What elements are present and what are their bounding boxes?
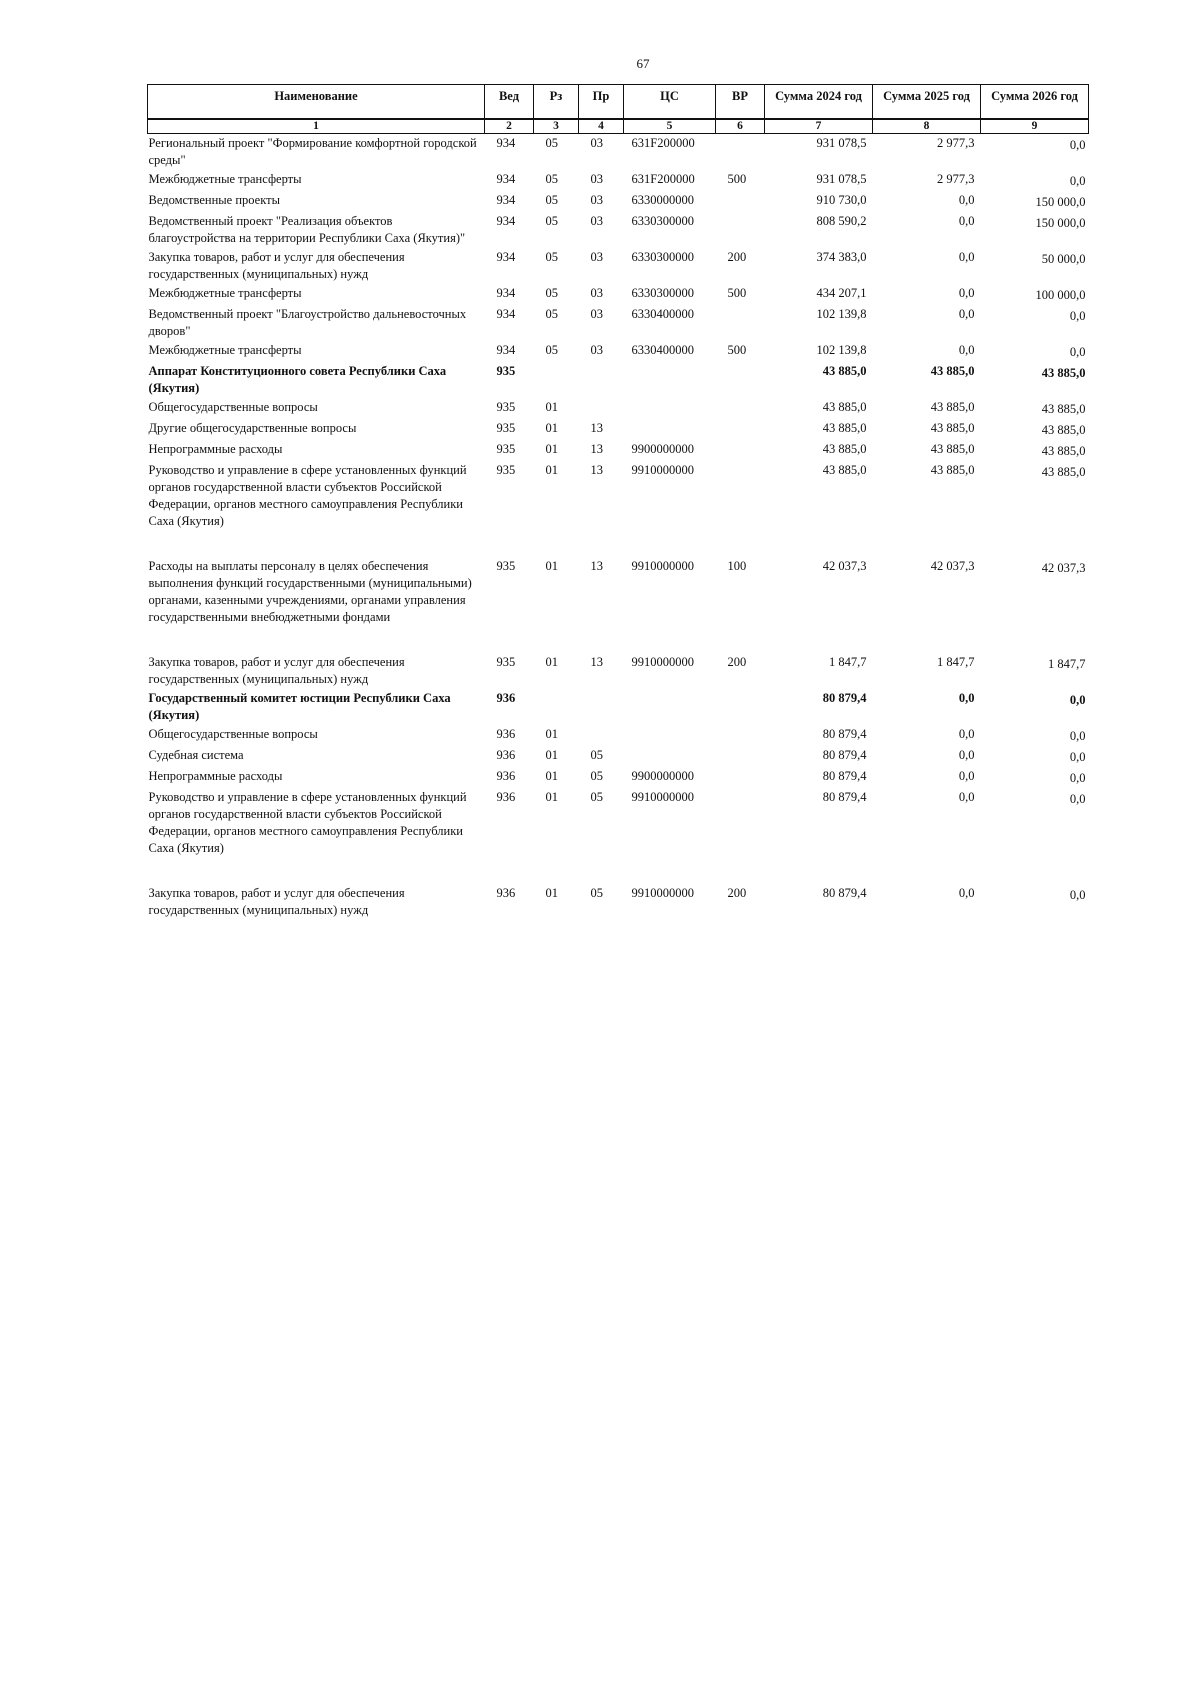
cell-cs: 9900000000 [631, 442, 694, 456]
header-cs: ЦС [624, 85, 716, 120]
column-number: 6 [716, 119, 765, 134]
cell-vr [716, 362, 765, 398]
cell-cs: 631F200000 [631, 172, 695, 186]
cell-vr [716, 440, 765, 461]
table-header [148, 85, 1089, 134]
cell-cs: 6330300000 [631, 286, 694, 300]
cell-sum-2025: 0,0 [958, 790, 975, 804]
cell-sum-2025: 43 885,0 [930, 364, 975, 378]
table-row [148, 653, 1089, 689]
cell-rz: 01 [545, 442, 558, 456]
cell-sum-2024: 43 885,0 [822, 463, 867, 477]
budget-table [147, 84, 1089, 920]
table-row [148, 284, 1089, 305]
cell-sum-2024: 80 879,4 [822, 748, 867, 762]
cell-pr [579, 689, 624, 725]
cell-cs [624, 689, 716, 725]
cell-rz: 01 [545, 421, 558, 435]
cell-cs: 6330000000 [631, 193, 694, 207]
cell-cs: 9910000000 [631, 886, 694, 900]
cell-rz: 01 [545, 769, 558, 783]
cell-sum-2025: 0,0 [958, 307, 975, 321]
cell-sum-2026: 100 000,0 [1035, 288, 1086, 302]
cell-vr: 500 [727, 343, 747, 357]
table-row [148, 689, 1089, 725]
table-row [148, 398, 1089, 419]
cell-cs: 6330400000 [631, 343, 694, 357]
cell-vr [716, 134, 765, 171]
cell-name: Межбюджетные трансферты [148, 172, 302, 186]
cell-sum-2025: 0,0 [958, 748, 975, 762]
cell-sum-2025: 0,0 [958, 727, 975, 741]
table-row [148, 191, 1089, 212]
cell-name: Руководство и управление в сфере установленных функций органов государственной власти субъектов Российской Федерации, органов местного самоуправления Республики Саха (Якутия) [148, 463, 467, 528]
cell-pr [579, 398, 624, 419]
cell-ved: 935 [496, 421, 516, 435]
cell-sum-2024: 80 879,4 [822, 790, 867, 804]
cell-sum-2024: 43 885,0 [822, 421, 867, 435]
cell-ved: 935 [496, 442, 516, 456]
cell-cs: 631F200000 [631, 136, 695, 150]
cell-sum-2025: 0,0 [958, 691, 975, 705]
table-row [148, 461, 1089, 557]
cell-pr: 13 [590, 655, 603, 669]
cell-rz: 01 [545, 559, 558, 573]
header-vr: ВР [716, 85, 765, 120]
cell-name: Государственный комитет юстиции Республики Саха (Якутия) [148, 691, 451, 722]
cell-cs: 9910000000 [631, 655, 694, 669]
cell-cs: 6330400000 [631, 307, 694, 321]
cell-sum-2026: 0,0 [1069, 771, 1086, 785]
cell-sum-2024: 80 879,4 [822, 691, 867, 705]
column-number: 8 [873, 119, 981, 134]
cell-ved: 935 [496, 463, 516, 477]
cell-vr [716, 725, 765, 746]
cell-vr [716, 191, 765, 212]
cell-sum-2026: 43 885,0 [1041, 366, 1086, 380]
cell-sum-2024: 102 139,8 [816, 307, 867, 321]
cell-pr: 03 [590, 172, 603, 186]
cell-ved: 934 [496, 250, 516, 264]
cell-sum-2026: 150 000,0 [1035, 195, 1086, 209]
cell-sum-2025: 2 977,3 [937, 136, 975, 150]
table-row [148, 362, 1089, 398]
table-row [148, 767, 1089, 788]
cell-cs: 9900000000 [631, 769, 694, 783]
cell-pr: 13 [590, 463, 603, 477]
cell-cs [624, 419, 716, 440]
column-number-row [148, 119, 1089, 134]
cell-sum-2026: 0,0 [1069, 792, 1086, 806]
table-row [148, 419, 1089, 440]
cell-name: Общегосударственные вопросы [148, 400, 318, 414]
cell-ved: 935 [496, 364, 516, 378]
cell-pr: 03 [590, 343, 603, 357]
cell-rz: 01 [545, 727, 558, 741]
cell-ved: 935 [496, 559, 516, 573]
table-row [148, 884, 1089, 920]
cell-sum-2026: 43 885,0 [1041, 423, 1086, 437]
cell-pr: 03 [590, 214, 603, 228]
cell-pr: 03 [590, 286, 603, 300]
cell-sum-2025: 43 885,0 [930, 421, 975, 435]
cell-sum-2024: 931 078,5 [816, 136, 867, 150]
page-number: 67 [636, 56, 650, 71]
cell-rz: 05 [545, 172, 558, 186]
cell-cs [624, 746, 716, 767]
cell-rz [534, 689, 579, 725]
cell-name: Другие общегосударственные вопросы [148, 421, 357, 435]
cell-vr [716, 689, 765, 725]
cell-vr: 500 [727, 286, 747, 300]
cell-sum-2024: 374 383,0 [816, 250, 867, 264]
cell-sum-2025: 42 037,3 [930, 559, 975, 573]
cell-vr: 100 [727, 559, 747, 573]
cell-sum-2024: 80 879,4 [822, 769, 867, 783]
column-number: 2 [485, 119, 534, 134]
cell-sum-2025: 0,0 [958, 769, 975, 783]
cell-name: Руководство и управление в сфере установленных функций органов государственной власти субъектов Российской Федерации, органов местного самоуправления Республики Саха (Якутия) [148, 790, 467, 855]
cell-pr: 03 [590, 250, 603, 264]
table-row [148, 788, 1089, 884]
cell-name: Судебная система [148, 748, 244, 762]
cell-rz: 01 [545, 886, 558, 900]
cell-sum-2024: 434 207,1 [816, 286, 867, 300]
cell-ved: 934 [496, 136, 516, 150]
cell-cs [624, 362, 716, 398]
cell-pr: 05 [590, 748, 603, 762]
cell-ved: 936 [496, 769, 516, 783]
table-row [148, 440, 1089, 461]
header-sum-2025: Сумма 2025 год [873, 85, 981, 120]
header-pr: Пр [579, 85, 624, 120]
cell-vr: 200 [727, 250, 747, 264]
cell-ved: 935 [496, 400, 516, 414]
cell-cs [624, 725, 716, 746]
cell-name: Закупка товаров, работ и услуг для обеспечения государственных (муниципальных) нужд [148, 250, 405, 281]
cell-vr [716, 212, 765, 248]
table-row [148, 341, 1089, 362]
cell-pr: 13 [590, 559, 603, 573]
cell-ved: 936 [496, 790, 516, 804]
cell-vr: 500 [727, 172, 747, 186]
cell-rz: 05 [545, 250, 558, 264]
header-rz: Рз [534, 85, 579, 120]
cell-rz: 05 [545, 307, 558, 321]
cell-sum-2024: 910 730,0 [816, 193, 867, 207]
cell-ved: 934 [496, 172, 516, 186]
cell-sum-2026: 0,0 [1069, 888, 1086, 902]
cell-name: Непрограммные расходы [148, 769, 283, 783]
table-row [148, 248, 1089, 284]
cell-vr: 200 [727, 655, 747, 669]
cell-ved: 934 [496, 193, 516, 207]
cell-sum-2026: 50 000,0 [1041, 252, 1086, 266]
cell-pr: 03 [590, 307, 603, 321]
cell-ved: 936 [496, 691, 516, 705]
cell-name: Межбюджетные трансферты [148, 343, 302, 357]
cell-sum-2024: 43 885,0 [822, 364, 867, 378]
column-number: 3 [534, 119, 579, 134]
header-row [148, 85, 1089, 120]
cell-pr [579, 725, 624, 746]
cell-vr [716, 398, 765, 419]
cell-pr [579, 362, 624, 398]
cell-vr [716, 419, 765, 440]
header-sum-2024: Сумма 2024 год [765, 85, 873, 120]
table-row [148, 170, 1089, 191]
cell-sum-2026: 1 847,7 [1048, 657, 1086, 671]
cell-cs: 6330300000 [631, 214, 694, 228]
cell-sum-2026: 42 037,3 [1041, 561, 1086, 575]
table-body [148, 134, 1089, 921]
cell-sum-2024: 931 078,5 [816, 172, 867, 186]
cell-cs: 9910000000 [631, 559, 694, 573]
cell-ved: 934 [496, 343, 516, 357]
cell-name: Общегосударственные вопросы [148, 727, 318, 741]
cell-sum-2025: 0,0 [958, 886, 975, 900]
cell-name: Межбюджетные трансферты [148, 286, 302, 300]
cell-sum-2026: 0,0 [1069, 138, 1086, 152]
cell-rz: 05 [545, 286, 558, 300]
cell-sum-2026: 43 885,0 [1041, 402, 1086, 416]
cell-rz [534, 362, 579, 398]
cell-pr: 05 [590, 790, 603, 804]
cell-sum-2024: 808 590,2 [816, 214, 867, 228]
cell-sum-2026: 0,0 [1069, 750, 1086, 764]
cell-sum-2026: 0,0 [1069, 729, 1086, 743]
table-row [148, 134, 1089, 171]
cell-sum-2026: 0,0 [1069, 345, 1086, 359]
cell-name: Расходы на выплаты персоналу в целях обеспечения выполнения функций государственными (муниципальными) органами, казенными учреждениями, органами управления государственными внебюджетными фондами [148, 559, 472, 624]
cell-sum-2025: 0,0 [958, 250, 975, 264]
cell-cs [624, 398, 716, 419]
cell-name: Ведомственные проекты [148, 193, 281, 207]
cell-vr [716, 305, 765, 341]
cell-sum-2024: 43 885,0 [822, 442, 867, 456]
cell-rz: 05 [545, 136, 558, 150]
cell-ved: 936 [496, 748, 516, 762]
cell-pr: 05 [590, 769, 603, 783]
cell-sum-2025: 0,0 [958, 214, 975, 228]
table-row [148, 212, 1089, 248]
cell-sum-2024: 42 037,3 [822, 559, 867, 573]
cell-rz: 05 [545, 193, 558, 207]
cell-name: Закупка товаров, работ и услуг для обеспечения государственных (муниципальных) нужд [148, 655, 405, 686]
cell-rz: 05 [545, 214, 558, 228]
column-number: 1 [148, 119, 485, 134]
cell-sum-2024: 1 847,7 [829, 655, 867, 669]
cell-rz: 05 [545, 343, 558, 357]
cell-sum-2025: 43 885,0 [930, 463, 975, 477]
cell-name: Закупка товаров, работ и услуг для обеспечения государственных (муниципальных) нужд [148, 886, 405, 917]
cell-pr: 13 [590, 442, 603, 456]
cell-sum-2024: 80 879,4 [822, 727, 867, 741]
cell-rz: 01 [545, 790, 558, 804]
cell-pr: 05 [590, 886, 603, 900]
cell-sum-2025: 43 885,0 [930, 442, 975, 456]
cell-sum-2026: 0,0 [1069, 174, 1086, 188]
cell-cs: 9910000000 [631, 463, 694, 477]
cell-sum-2026: 43 885,0 [1041, 465, 1086, 479]
cell-sum-2025: 43 885,0 [930, 400, 975, 414]
cell-name: Непрограммные расходы [148, 442, 283, 456]
cell-rz: 01 [545, 748, 558, 762]
cell-rz: 01 [545, 655, 558, 669]
column-number: 7 [765, 119, 873, 134]
cell-cs: 9910000000 [631, 790, 694, 804]
cell-ved: 934 [496, 307, 516, 321]
cell-sum-2026: 43 885,0 [1041, 444, 1086, 458]
cell-name: Ведомственный проект "Реализация объектов благоустройства на территории Республики Саха (Якутия)" [148, 214, 466, 245]
cell-sum-2024: 80 879,4 [822, 886, 867, 900]
cell-rz: 01 [545, 463, 558, 477]
cell-sum-2025: 0,0 [958, 193, 975, 207]
cell-sum-2026: 0,0 [1069, 693, 1086, 707]
cell-sum-2025: 1 847,7 [937, 655, 975, 669]
cell-name: Аппарат Конституционного совета Республики Саха (Якутия) [148, 364, 447, 395]
cell-ved: 934 [496, 214, 516, 228]
header-ved: Вед [485, 85, 534, 120]
cell-vr: 200 [727, 886, 747, 900]
header-name: Наименование [148, 85, 485, 120]
header-sum-2026: Сумма 2026 год [981, 85, 1089, 120]
table-row [148, 746, 1089, 767]
cell-sum-2024: 102 139,8 [816, 343, 867, 357]
cell-pr: 13 [590, 421, 603, 435]
cell-pr: 03 [590, 193, 603, 207]
cell-sum-2025: 0,0 [958, 286, 975, 300]
cell-ved: 936 [496, 727, 516, 741]
column-number: 9 [981, 119, 1089, 134]
table-row [148, 557, 1089, 653]
cell-ved: 934 [496, 286, 516, 300]
cell-sum-2024: 43 885,0 [822, 400, 867, 414]
cell-vr [716, 788, 765, 884]
cell-pr: 03 [590, 136, 603, 150]
table-row [148, 725, 1089, 746]
cell-sum-2026: 0,0 [1069, 309, 1086, 323]
cell-name: Ведомственный проект "Благоустройство дальневосточных дворов" [148, 307, 467, 338]
cell-name: Региональный проект "Формирование комфортной городской среды" [148, 136, 477, 167]
cell-vr [716, 746, 765, 767]
column-number: 4 [579, 119, 624, 134]
cell-sum-2026: 150 000,0 [1035, 216, 1086, 230]
cell-ved: 935 [496, 655, 516, 669]
cell-cs: 6330300000 [631, 250, 694, 264]
cell-sum-2025: 2 977,3 [937, 172, 975, 186]
cell-rz: 01 [545, 400, 558, 414]
cell-vr [716, 767, 765, 788]
cell-vr [716, 461, 765, 557]
table-row [148, 305, 1089, 341]
cell-ved: 936 [496, 886, 516, 900]
column-number: 5 [624, 119, 716, 134]
cell-sum-2025: 0,0 [958, 343, 975, 357]
